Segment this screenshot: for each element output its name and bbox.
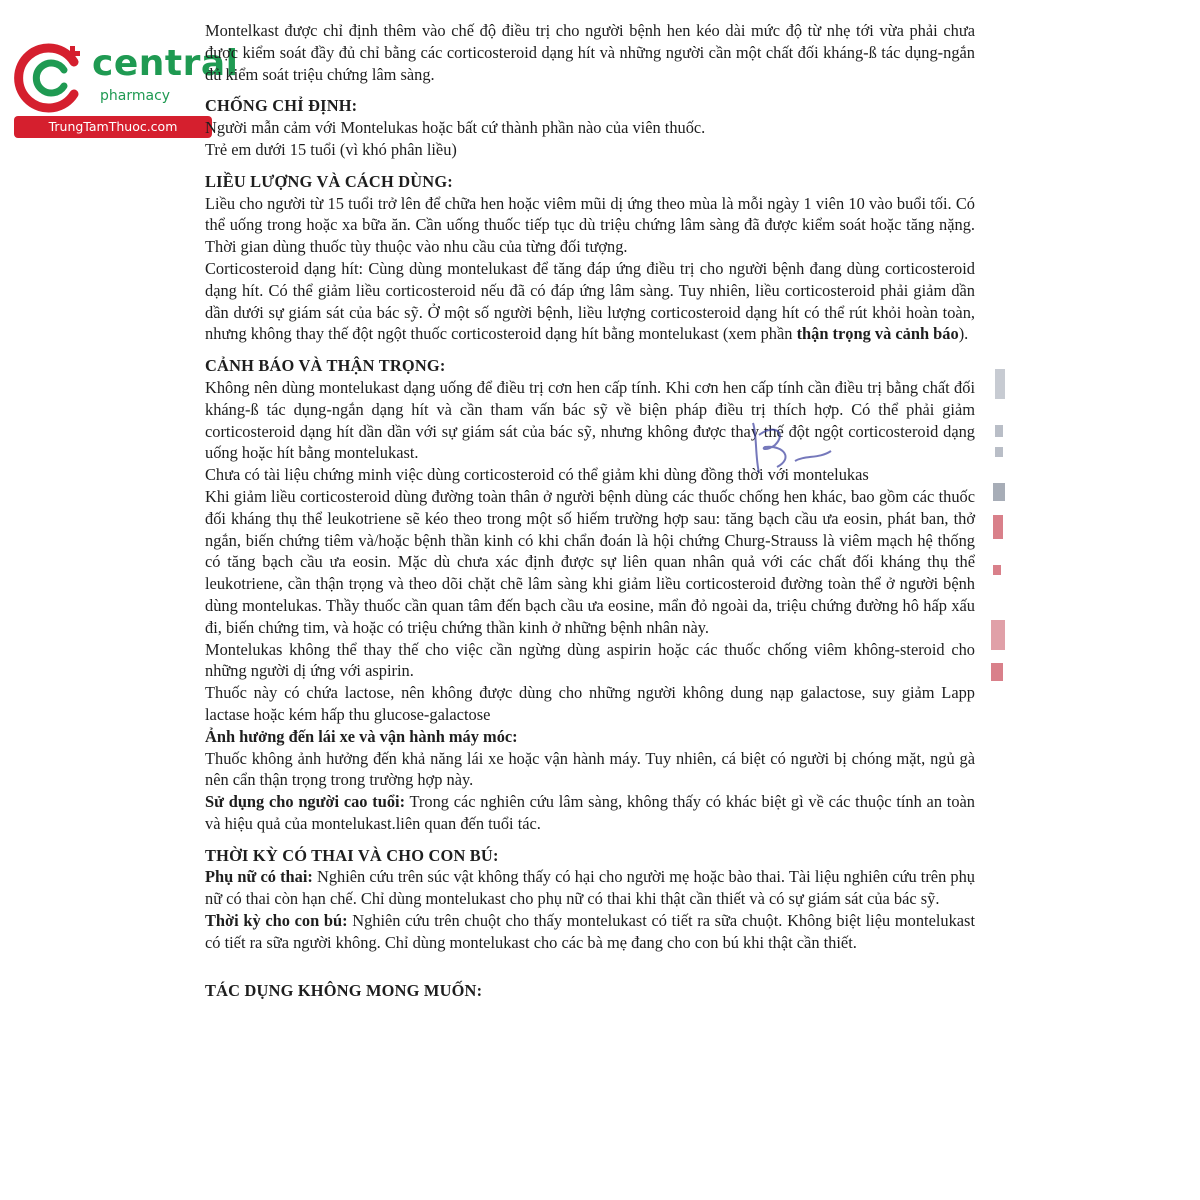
pregnancy-label: Phụ nữ có thai: <box>205 867 313 887</box>
logo-subtitle: pharmacy <box>100 88 171 104</box>
stamp-marks-icon <box>985 365 1013 685</box>
logo-url-banner: TrungTamThuoc.com <box>14 116 212 138</box>
lactation-paragraph <box>205 910 975 954</box>
warnings-paragraph: Không nên dùng montelukast dạng uống để điều trị cơn hen cấp tính. Khi cơn hen cấp tính cần điều trị bằng chất đối kháng-ß tác dụng-ngắn dạng hít và cần tham vấn bác sỹ về biện pháp điều trị thích hợp. Có thể phải giảm corticosteroid dạng hít dần dần với sự giám sát của bác sỹ, nhưng không được thay thế đột ngột corticosteroid dạng uống hoặc hít bằng montelukast. <box>205 377 975 463</box>
warnings-heading: CẢNH BÁO VÀ THẬN TRỌNG: <box>205 356 446 376</box>
margin-stamp-marks <box>985 365 1013 685</box>
contraindication-line: Trẻ em dưới 15 tuổi (vì khó phân liều) <box>205 139 457 159</box>
elderly-label: Sử dụng cho người cao tuổi: <box>205 792 406 812</box>
warnings-paragraph: Thuốc này có chứa lactose, nên không được dùng cho những người không dung nạp galactose, suy giảm Lapp lactase hoặc kém hấp thu glucose-galactose <box>205 683 975 724</box>
cross-reference: thận trọng và cảnh báo <box>796 324 959 344</box>
central-pharmacy-logo <box>8 36 239 140</box>
dosage-heading: LIỀU LƯỢNG VÀ CÁCH DÙNG: <box>205 171 453 191</box>
elderly-text: Trong các nghiên cứu lâm sàng, không thấy có khác biệt gì về các thuộc tính an toàn và hiệu quả của montelukast.liên quan đến tuổi tác. <box>205 792 975 833</box>
dosage-paragraph: Liều cho người từ 15 tuổi trở lên để chữa hen hoặc viêm mũi dị ứng theo mùa là mỗi ngày 1 viên 10 vào buổi tối. Có thể uống trong hoặc xa bữa ăn. Cần uống thuốc tiếp tục dù triệu chứng lâm sàng đã được kiểm soát hoặc tăng nặng. Thời gian dùng thuốc tùy thuộc vào nhu cầu của từng đối tượng. <box>205 193 975 257</box>
elderly-paragraph <box>205 791 975 835</box>
contraindication-line: Người mẫn cảm với Montelukas hoặc bất cứ thành phần nào của viên thuốc. <box>205 118 706 138</box>
contraindications-heading: CHỐNG CHỈ ĐỊNH: <box>205 96 358 116</box>
lactation-text: Nghiên cứu trên chuột cho thấy montelukast có tiết ra sữa chuột. Không biệt liệu montelukast có tiết ra sữa người không. Chỉ dùng montelukast cho các bà mẹ đang cho con bú khi thật cần thiết. <box>205 911 975 952</box>
warnings-paragraph: Montelukas không thể thay thế cho việc cần ngừng dùng aspirin hoặc các thuốc chống viêm không-steroid cho những người dị ứng với aspirin. <box>205 639 975 681</box>
warnings-paragraph: Chưa có tài liệu chứng minh việc dùng corticosteroid có thể giảm khi dùng đồng thời với montelukas <box>205 465 869 485</box>
lactation-label: Thời kỳ cho con bú: <box>205 911 348 931</box>
dosage-text: Corticosteroid dạng hít: Cùng dùng montelukast để tăng đáp ứng điều trị cho người bệnh đang dùng corticosteroid dạng hít. Có thể giảm liều corticosteroid nếu đã có đáp ứng lâm sàng. Tuy nhiên, liều corticosteroid phải giảm dần dần dưới sự giám sát của bác sỹ. Ở một số người bệnh, liều lượng corticosteroid dạng hít có thể rút khỏi hoàn toàn, nhưng không thay thế đột ngột thuốc corticosteroid dạng hít bằng montelukast (xem phần <box>205 258 975 344</box>
pregnancy-paragraph <box>205 866 975 910</box>
inhaled-corticosteroid-paragraph <box>205 258 975 345</box>
logo-brand: central <box>92 43 239 84</box>
leaflet-document <box>205 20 975 1001</box>
driving-subheading: Ảnh hưởng đến lái xe và vận hành máy móc: <box>205 726 518 746</box>
dosage-text-end: ). <box>958 324 969 344</box>
pregnancy-heading: THỜI KỲ CÓ THAI VÀ CHO CON BÚ: <box>205 845 499 865</box>
indication-paragraph: Montelkast được chỉ định thêm vào chế độ điều trị cho người bệnh hen kéo dài mức độ từ nhẹ tới vừa phải chưa được kiểm soát đầy đủ chỉ bằng các corticosteroid dạng hít và những người cần một chất đối kháng-ß tác dụng-ngắn đủ kiểm soát triệu chứng lâm sàng. <box>205 21 975 84</box>
driving-paragraph: Thuốc không ảnh hưởng đến khả năng lái xe hoặc vận hành máy. Tuy nhiên, cá biệt có người bị chóng mặt, ngủ gà nên cẩn thận trọng trong trường hợp này. <box>205 748 975 790</box>
side-effects-heading: TÁC DỤNG KHÔNG MONG MUỐN: <box>205 980 483 1000</box>
warnings-paragraph: Khi giảm liều corticosteroid dùng đường toàn thân ở người bệnh dùng các thuốc chống hen khác, bao gồm các thuốc đối kháng thụ thể leukotriene sẽ kéo theo trong một số hiếm trường hợp sau: tăng bạch cầu ưa eosin, phát ban, thở ngắn, biến chứng tiêm và/hoặc bệnh thần kinh có khi chẩn đoán là hội chứng Churg-Strauss là viêm mạch hệ thống có tăng bạch cầu ưa eosin. Mặc dù chưa xác định được sự liên quan nhân quả với các chất đối kháng thụ thể leukotriene, cần thận trọng và theo dõi chặt chẽ lâm sàng khi giảm liều corticosteroid đường toàn thể ở người bệnh dùng montelukas. Thầy thuốc cần quan tâm đến bạch cầu ưa eosine, mẩn đỏ ngoài da, triệu chứng đường hô hấp xấu đi, biến chứng tim, và hoặc có triệu chứng thần kinh ở những bệnh nhân này. <box>205 486 975 637</box>
pharmacy-logo-icon <box>12 40 88 116</box>
pregnancy-text: Nghiên cứu trên súc vật không thấy có hại cho người mẹ hoặc bào thai. Tài liệu nghiên cứu trên phụ nữ có thai còn hạn chế. Chỉ dùng montelukast cho phụ nữ có thai khi thật cần thiết và có sự giám sát của bác sỹ. <box>205 867 975 909</box>
